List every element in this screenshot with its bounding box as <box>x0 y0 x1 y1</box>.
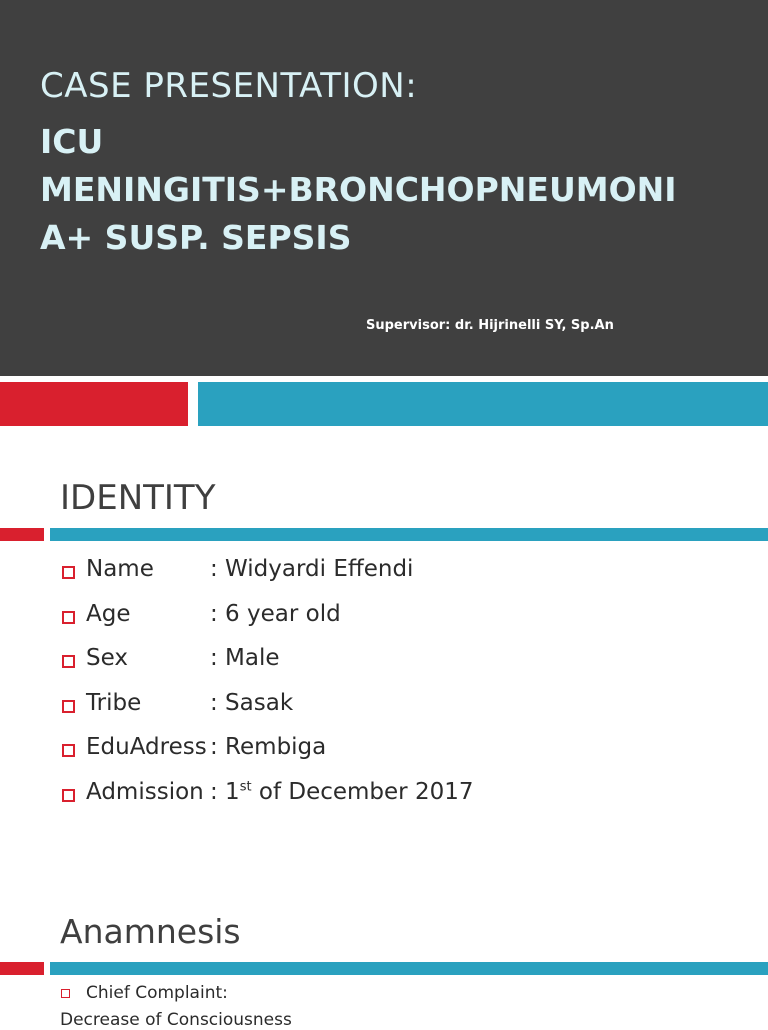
identity-label: Sex <box>86 645 128 672</box>
title-line-sepsis: A+ SUSP. SEPSIS <box>40 218 352 257</box>
accent-bar-red <box>0 382 188 426</box>
chief-complaint-value: Decrease of Consciousness <box>60 1010 292 1030</box>
accent-bar-teal <box>198 382 768 426</box>
identity-divider-red <box>0 528 44 541</box>
anamnesis-divider-red <box>0 962 44 975</box>
identity-label: Name <box>86 556 154 582</box>
identity-label: Tribe <box>86 689 142 716</box>
admission-day: : 1 <box>210 778 240 805</box>
anamnesis-divider-teal <box>50 962 768 975</box>
title-line-case-presentation: CASE PRESENTATION: <box>40 66 418 106</box>
supervisor-credit: Supervisor: dr. Hijrinelli SY, Sp.An <box>366 318 614 333</box>
square-bullet-icon <box>62 744 75 757</box>
chief-complaint-label: Chief Complaint: <box>86 983 228 1003</box>
identity-value: : Sasak <box>210 689 294 716</box>
square-bullet-icon <box>62 611 75 624</box>
identity-heading: IDENTITY <box>60 478 216 518</box>
square-bullet-icon <box>62 655 75 668</box>
identity-divider-teal <box>50 528 768 541</box>
identity-value: : Male <box>210 645 280 672</box>
square-bullet-icon <box>62 700 75 713</box>
identity-label: Admission <box>86 778 204 805</box>
identity-label: EduAdress <box>86 734 207 761</box>
title-line-meningitis: MENINGITIS+BRONCHOPNEUMONI <box>40 170 677 209</box>
square-bullet-icon <box>62 566 75 579</box>
identity-label: Age <box>86 600 131 627</box>
identity-value: : Rembiga <box>210 734 327 761</box>
identity-value <box>210 779 473 805</box>
title-slide <box>0 0 768 376</box>
anamnesis-heading: Anamnesis <box>60 912 241 951</box>
square-bullet-icon <box>61 989 70 998</box>
title-diagnosis <box>40 118 740 262</box>
identity-value: : Widyardi Effendi <box>210 556 414 582</box>
title-line-icu: ICU <box>40 122 104 161</box>
identity-value: : 6 year old <box>210 600 341 627</box>
admission-month-year: of December 2017 <box>251 778 474 805</box>
admission-ordinal: st <box>239 779 252 795</box>
square-bullet-icon <box>62 789 75 802</box>
